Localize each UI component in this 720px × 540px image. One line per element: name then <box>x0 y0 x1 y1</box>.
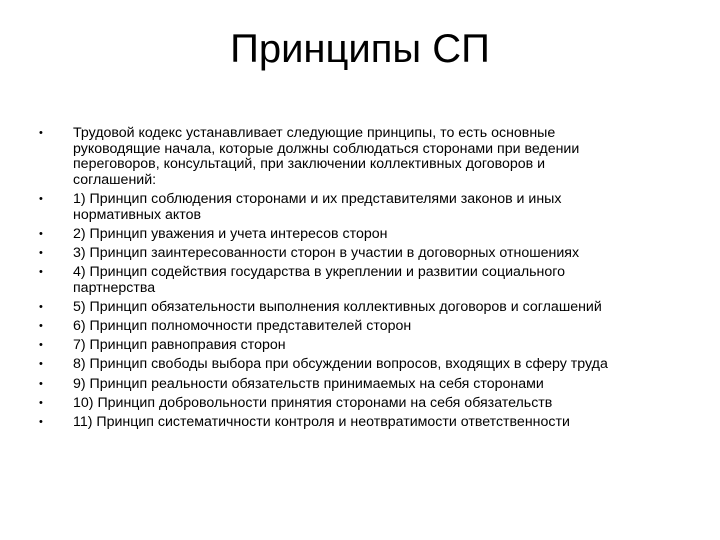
bullet-text <box>73 227 698 243</box>
list-item <box>38 357 698 373</box>
bullet-text-line: 4) Принцип содействия государства в укреплении и развитии социального <box>73 264 566 281</box>
bullet-text-line: 5) Принцип обязательности выполнения коллективных договоров и соглашений <box>73 298 602 315</box>
bullet-text <box>73 192 698 223</box>
bullet-icon: • <box>39 377 43 390</box>
bullet-text-line: 1) Принцип соблюдения сторонами и их представителями законов и иных <box>73 190 562 207</box>
bullet-list <box>38 126 698 434</box>
bullet-text-line: Трудовой кодекс устанавливает следующие принципы, то есть основные <box>73 125 556 141</box>
slide-title: Принципы СП <box>230 27 490 71</box>
bullet-text-line: переговоров, консультаций, при заключении коллективных договоров и <box>73 156 546 173</box>
bullet-text-line: 6) Принцип полномочности представителей сторон <box>73 318 412 335</box>
bullet-text-line: 7) Принцип равноправия сторон <box>73 337 286 354</box>
bullet-text <box>73 377 698 393</box>
list-item <box>38 227 698 243</box>
list-item <box>38 192 698 223</box>
bullet-text-line: партнерства <box>73 279 156 296</box>
bullet-icon: • <box>39 192 43 205</box>
bullet-text-line: 2) Принцип уважения и учета интересов сторон <box>73 225 388 242</box>
bullet-text-line: 11) Принцип систематичности контроля и неотвратимости ответственности <box>73 414 570 431</box>
bullet-text <box>73 357 698 373</box>
list-item <box>38 377 698 393</box>
bullet-text <box>73 338 698 354</box>
list-item <box>38 126 698 188</box>
bullet-text-line: 3) Принцип заинтересованности сторон в участии в договорных отношениях <box>73 244 580 261</box>
bullet-icon: • <box>39 246 43 259</box>
bullet-icon: • <box>39 127 43 139</box>
bullet-text-line: нормативных актов <box>73 206 201 223</box>
bullet-text-line: руководящие начала, которые должны соблюдаться сторонами при ведении <box>73 140 580 157</box>
bullet-icon: • <box>39 266 43 279</box>
list-item <box>38 396 698 412</box>
bullet-text <box>73 126 698 188</box>
bullet-icon: • <box>39 227 43 240</box>
bullet-text <box>73 265 698 296</box>
bullet-text-line: соглашений: <box>73 171 157 188</box>
list-item <box>38 319 698 335</box>
bullet-icon: • <box>39 339 43 352</box>
list-item <box>38 415 698 431</box>
bullet-icon: • <box>39 358 43 371</box>
list-item <box>38 338 698 354</box>
bullet-icon: • <box>39 396 43 409</box>
bullet-icon: • <box>39 416 43 429</box>
bullet-text-line: 10) Принцип добровольности принятия сторонами на себя обязательств <box>73 394 553 411</box>
bullet-text <box>73 246 698 262</box>
list-item <box>38 265 698 296</box>
bullet-text <box>73 319 698 335</box>
bullet-text <box>73 415 698 431</box>
bullet-text-line: 9) Принцип реальности обязательств принимаемых на себя сторонами <box>73 375 544 392</box>
list-item <box>38 246 698 262</box>
bullet-text <box>73 300 698 316</box>
bullet-icon: • <box>39 320 43 333</box>
bullet-icon: • <box>39 300 43 313</box>
bullet-text-line: 8) Принцип свободы выбора при обсуждении вопросов, входящих в сферу труда <box>73 356 608 373</box>
list-item <box>38 300 698 316</box>
bullet-text <box>73 396 698 412</box>
